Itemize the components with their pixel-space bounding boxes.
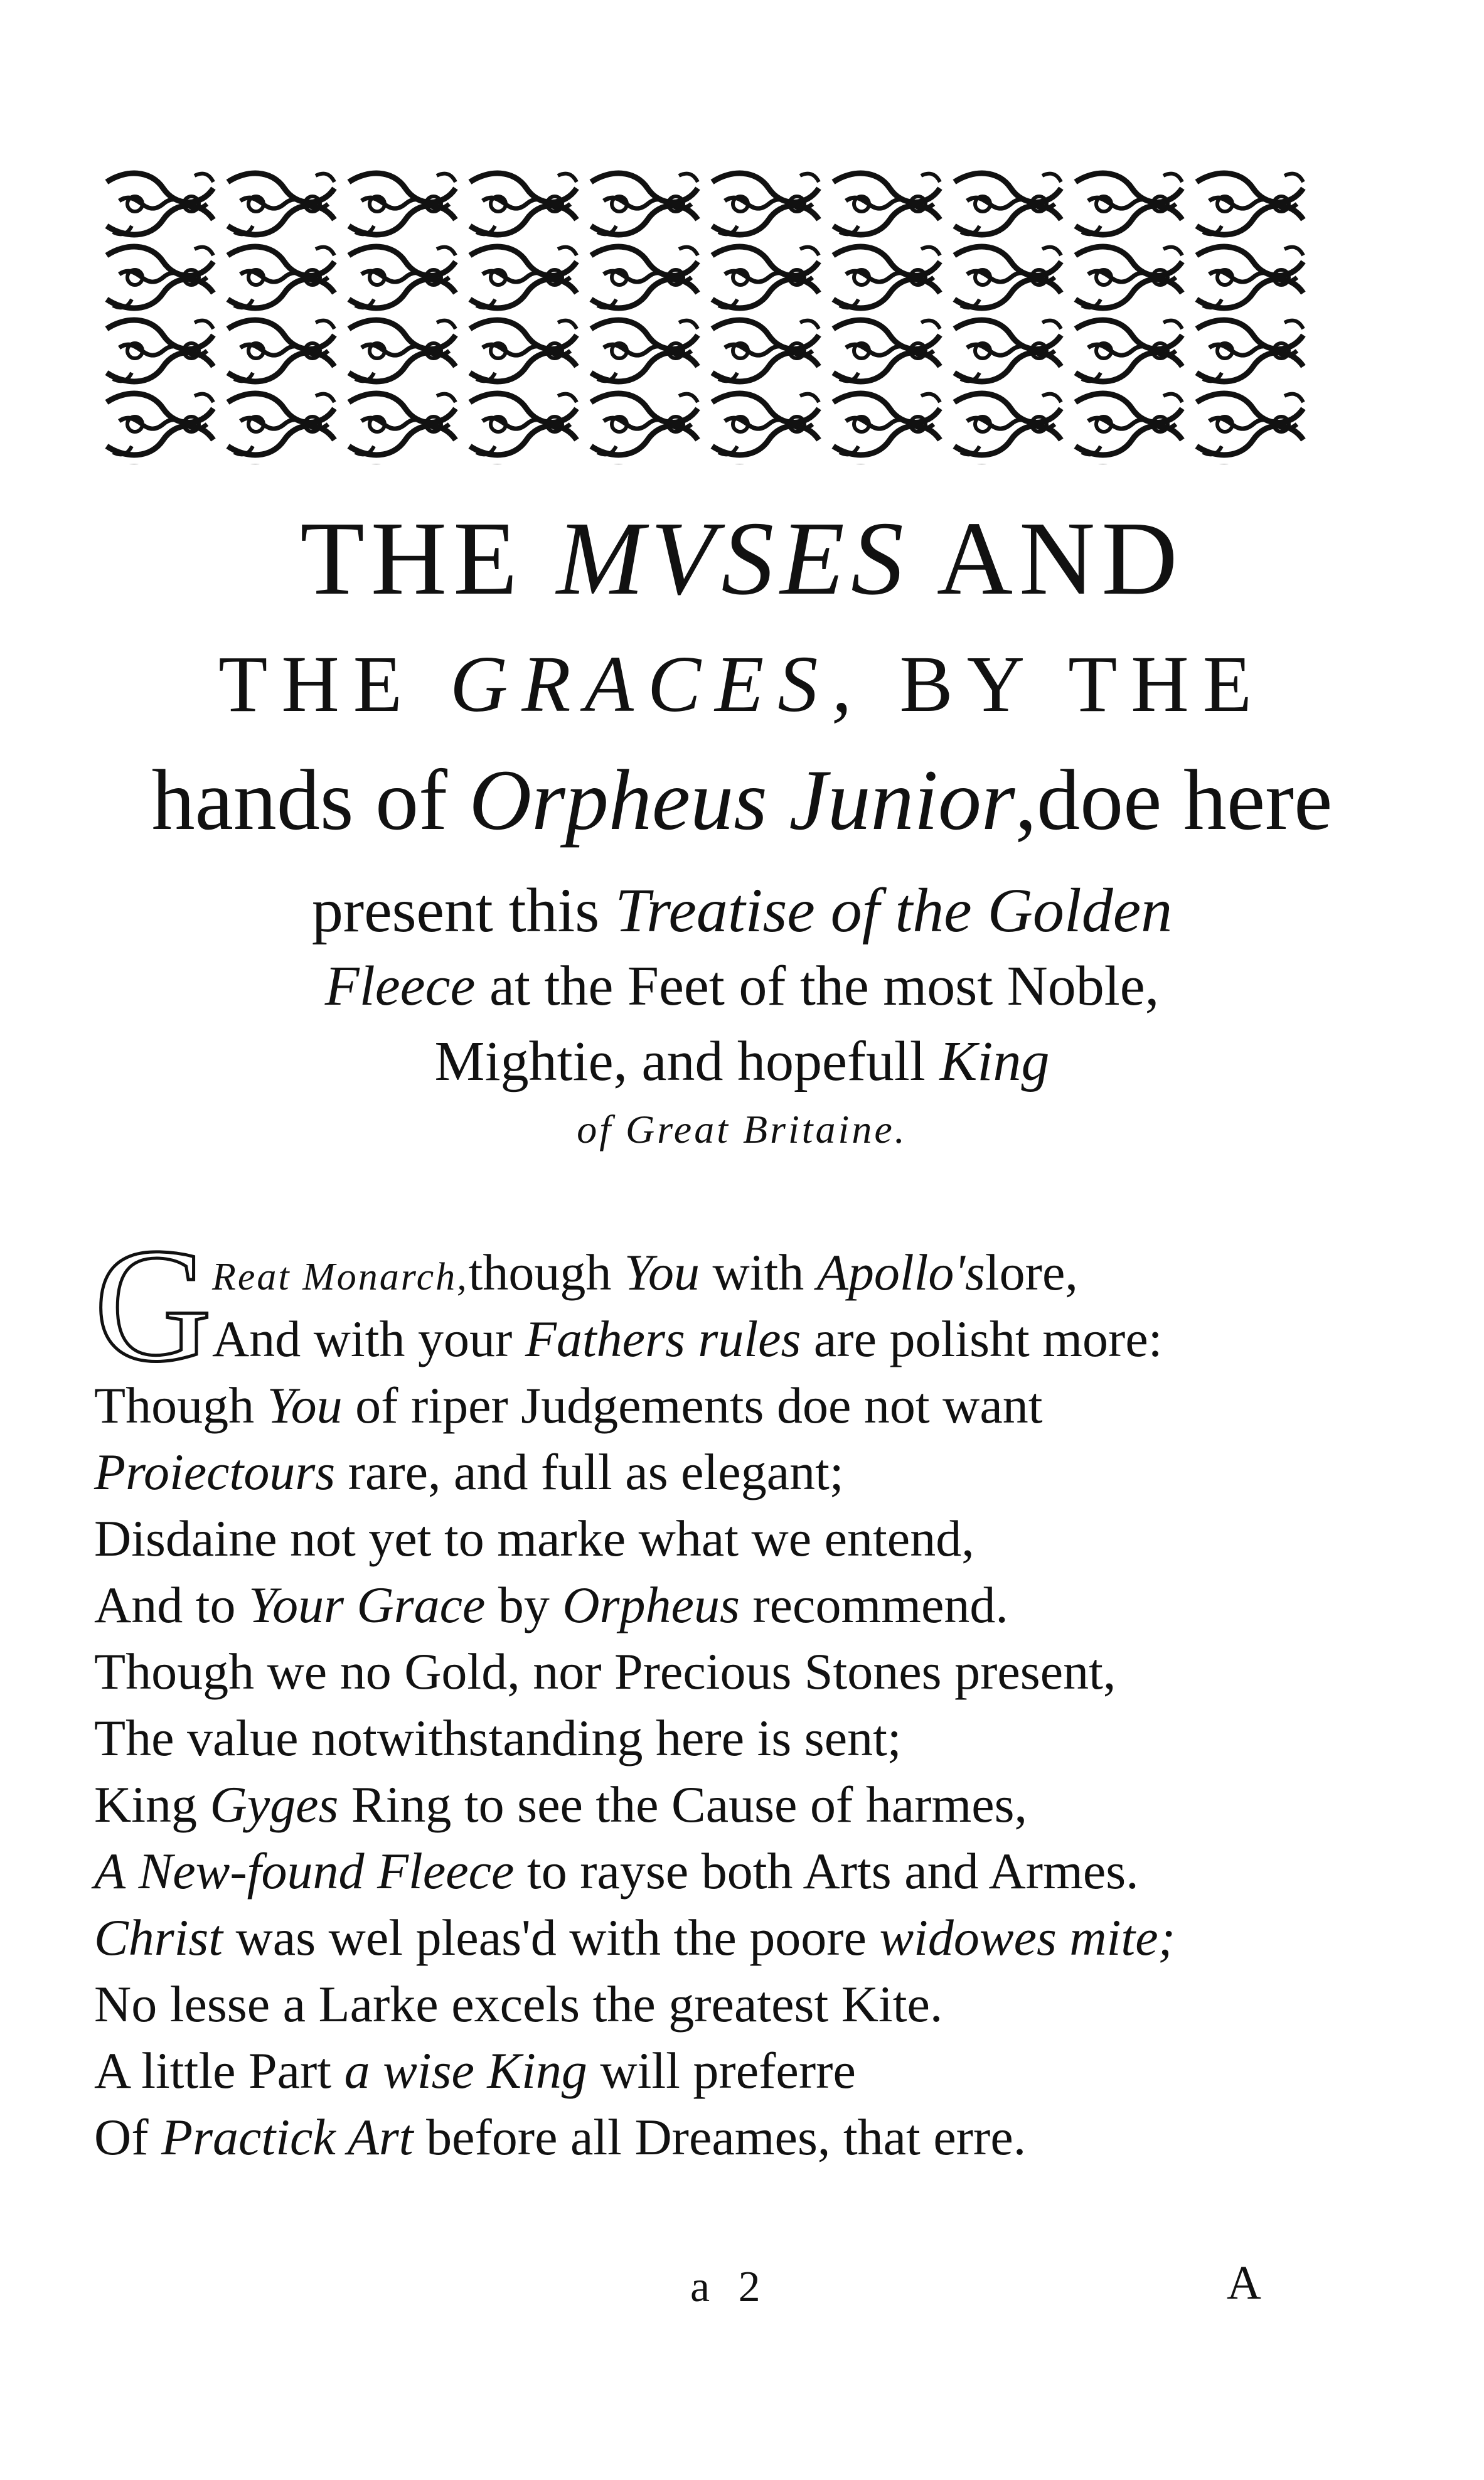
drop-capital: G: [94, 1215, 212, 1396]
title-the-1: THE: [300, 500, 524, 617]
title-muses: MVSES: [556, 500, 910, 617]
title-hands-of: hands of: [151, 752, 448, 848]
poem-3b: You: [267, 1377, 343, 1434]
poem-line-10: [94, 1838, 1412, 1905]
signature-mark: a 2: [690, 2263, 769, 2311]
title-line-7: of Great Britaine.: [577, 1107, 907, 1152]
poem-1b: though: [468, 1244, 612, 1301]
poem-1a: Reat Monarch,: [212, 1256, 469, 1298]
title-present-this: present this: [311, 875, 600, 945]
catchword: A: [1227, 2257, 1261, 2309]
title-mightie: Mightie, and hopefull: [434, 1030, 926, 1093]
title-and: AND: [936, 500, 1184, 617]
poem-line-14: [94, 2104, 1412, 2171]
poem-3c: of riper Judgements doe not want: [355, 1377, 1043, 1434]
poem-line-5: Disdaine not yet to marke what we entend,: [94, 1510, 974, 1567]
title-graces: GRACES,: [449, 639, 866, 729]
poem-10b: New-found Fleece: [138, 1842, 515, 1900]
title-line-2: [0, 640, 1484, 728]
poem-line-11: [94, 1905, 1412, 1971]
poem-1c: You: [624, 1244, 700, 1301]
dedicatory-poem: [94, 1239, 1412, 2171]
poem-13b: a wise King: [344, 2042, 587, 2099]
title-the-2: THE: [218, 639, 416, 729]
poem-14c: before all Dreames, that erre.: [426, 2109, 1027, 2166]
title-line-1: [0, 502, 1484, 615]
title-line-4: [0, 875, 1484, 946]
poem-line-9: [94, 1772, 1412, 1838]
poem-4a: Proiectours: [94, 1443, 336, 1500]
poem-1e: Apollo's: [816, 1244, 985, 1301]
poem-9b: Gyges: [210, 1776, 339, 1833]
poem-11a: Christ: [94, 1909, 223, 1966]
poem-9c: Ring to see the Cause of harmes,: [351, 1776, 1028, 1833]
decorative-ornament-band: [100, 169, 1311, 464]
title-orpheus-junior: Orpheus Junior: [469, 752, 1015, 848]
poem-line-7: Though we no Gold, nor Precious Stones present,: [94, 1643, 1116, 1700]
title-line-6: [0, 1029, 1484, 1094]
title-by-the: BY THE: [899, 639, 1266, 729]
poem-13a: A little Part: [94, 2042, 332, 2099]
poem-10c: to rayse both Arts and Armes.: [526, 1842, 1139, 1900]
poem-line-12: No lesse a Larke excels the greatest Kite.: [94, 1975, 943, 2033]
poem-line-13: [94, 2038, 1412, 2104]
poem-4b: rare, and full as elegant;: [348, 1443, 844, 1500]
poem-1f: lore,: [985, 1244, 1078, 1301]
title-at-the-feet: at the Feet of the most Noble,: [489, 955, 1160, 1017]
title-fleece: Fleece: [324, 955, 476, 1017]
poem-2a: And with your: [212, 1310, 513, 1367]
poem-11c: widowes mite;: [879, 1909, 1175, 1966]
title-line-5: [0, 954, 1484, 1019]
title-king: King: [939, 1030, 1050, 1093]
poem-line-6: [94, 1572, 1412, 1638]
title-doe-here: ,doe here: [1015, 752, 1333, 848]
poem-6d: Orpheus: [562, 1576, 740, 1633]
poem-10a: A: [94, 1842, 126, 1900]
poem-6b: Your Grace: [248, 1576, 486, 1633]
poem-14a: Of: [94, 2109, 149, 2166]
poem-line-3: [94, 1372, 1412, 1439]
poem-2c: are polisht more:: [813, 1310, 1163, 1367]
title-line-3: [0, 753, 1484, 847]
poem-1d: with: [712, 1244, 804, 1301]
poem-line-4: [94, 1439, 1412, 1505]
poem-13c: will preferre: [600, 2042, 856, 2099]
title-treatise: Treatise of the Golden: [615, 875, 1173, 945]
poem-6c: by: [498, 1576, 550, 1633]
poem-line-2: [94, 1306, 1412, 1372]
poem-9a: King: [94, 1776, 197, 1833]
poem-6e: recommend.: [752, 1576, 1008, 1633]
poem-3a: Though: [94, 1377, 255, 1434]
poem-6a: And to: [94, 1576, 236, 1633]
poem-2b: Fathers rules: [525, 1310, 801, 1367]
poem-line-8: The value notwithstanding here is sent;: [94, 1709, 902, 1766]
poem-11b: was wel pleas'd with the poore: [235, 1909, 867, 1966]
poem-line-1: [94, 1239, 1412, 1306]
poem-14b: Practick Art: [161, 2109, 414, 2166]
